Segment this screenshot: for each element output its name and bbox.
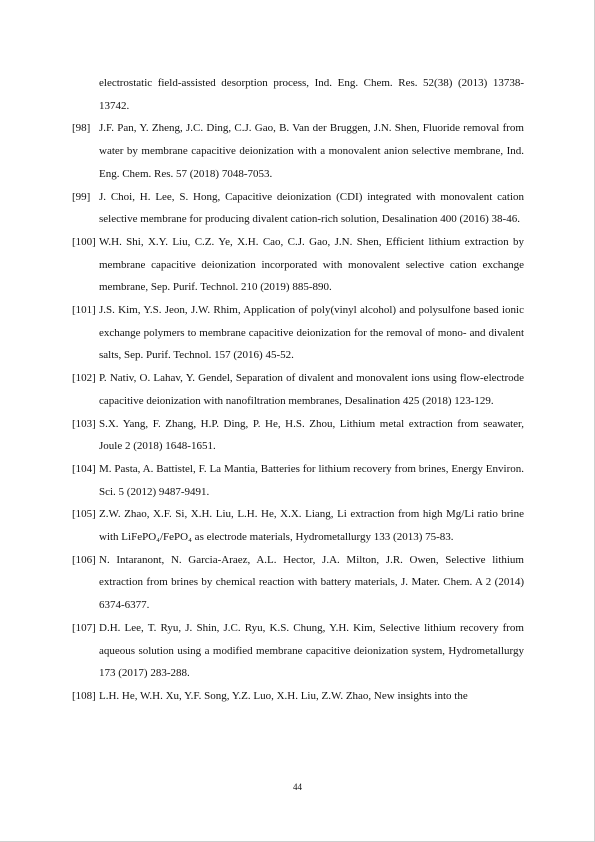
reference-number: [102] [72,372,96,385]
reference-text: J. Choi, H. Lee, S. Hong, Capacitive deionization (CDI) integrated with monovalent cation selective membrane for producing divalent cation-rich solution, Desalination 400 (2016) 38-46. [99,190,524,226]
reference-number: [98] [72,122,91,135]
reference-number: [107] [72,621,96,634]
reference-text: N. Intaranont, N. Garcia-Araez, A.L. Hector, J.A. Milton, J.R. Owen, Selective lithium extraction from brines by chemical reaction with battery materials, J. Mater. Chem. A 2 (2014) 6374-6377. [99,553,524,612]
reference-number: [104] [72,462,96,475]
reference-list [72,72,524,708]
reference-entry [72,413,524,458]
reference-text: J.S. Kim, Y.S. Jeon, J.W. Rhim, Application of poly(vinyl alcohol) and polysulfone based ionic exchange polymers to membrane capacitive deionization for the removal of mono- and divalent salts, Sep. Purif. Technol. 157 (2016) 45-52. [99,304,524,362]
reference-entry [72,503,524,548]
reference-text: J.F. Pan, Y. Zheng, J.C. Ding, C.J. Gao, B. Van der Bruggen, J.N. Shen, Fluoride removal from water by membrane capacitive deionization with a monovalent anion selective membrane, Ind. Eng. Chem. Res. 57 (2018) 7048-7053. [99,122,524,180]
reference-entry [72,186,524,231]
reference-entry [72,549,524,617]
reference-text: P. Nativ, O. Lahav, Y. Gendel, Separation of divalent and monovalent ions using flow-electrode capacitive deionization with nanofiltration membranes, Desalination 425 (2018) 123-129. [99,372,524,407]
reference-text: L.H. He, W.H. Xu, Y.F. Song, Y.Z. Luo, X.H. Liu, Z.W. Zhao, New insights into the [99,689,468,702]
reference-entry [72,72,524,117]
reference-text: Z.W. Zhao, X.F. Si, X.H. Liu, L.H. He, X.X. Liang, Li extraction from high Mg/Li ratio brine with LiFePO₄/FePO₄ as electrode materials, Hydrometallurgy 133 (2013) 75-83. [99,508,524,544]
reference-entry [72,231,524,299]
reference-text: M. Pasta, A. Battistel, F. La Mantia, Batteries for lithium recovery from brines, Energy Environ. Sci. 5 (2012) 9487-9491. [99,462,524,498]
reference-number: [103] [72,417,96,430]
reference-text: D.H. Lee, T. Ryu, J. Shin, J.C. Ryu, K.S. Chung, Y.H. Kim, Selective lithium recovery from aqueous solution using a modified membrane capacitive deionization system, Hydrometallurgy 173 (2017) 283-288. [99,621,524,680]
reference-number: [106] [72,553,96,566]
reference-number: [108] [72,689,96,702]
page-number: 44 [293,782,302,792]
reference-number: [99] [72,190,91,203]
reference-entry [72,299,524,367]
reference-text: W.H. Shi, X.Y. Liu, C.Z. Ye, X.H. Cao, C.J. Gao, J.N. Shen, Efficient lithium extraction by membrane capacitive deionization incorporated with monovalent selective cation exchange membrane, Sep. Purif. Technol. 210 (2019) 885-890. [99,235,524,294]
reference-entry [72,117,524,185]
reference-entry [72,617,524,685]
reference-entry [72,458,524,503]
reference-number: [100] [72,235,96,248]
reference-number: [105] [72,508,96,521]
reference-number: [101] [72,304,96,317]
reference-entry [72,367,524,412]
reference-text: electrostatic field-assisted desorption process, Ind. Eng. Chem. Res. 52(38) (2013) 13738-13742. [99,77,524,112]
reference-text: S.X. Yang, F. Zhang, H.P. Ding, P. He, H.S. Zhou, Lithium metal extraction from seawater, Joule 2 (2018) 1648-1651. [99,417,524,453]
reference-entry [72,685,524,708]
